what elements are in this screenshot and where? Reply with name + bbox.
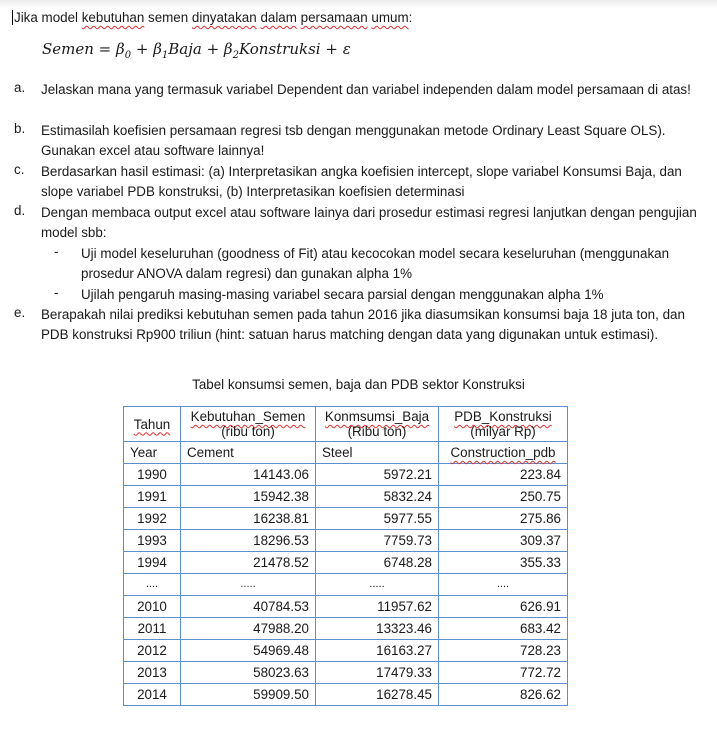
year-cell[interactable]: 1993 bbox=[124, 530, 181, 552]
equation-var-konstruksi: Konstruksi bbox=[238, 40, 321, 58]
table-header-row bbox=[124, 407, 568, 442]
equation-sub2: 2 bbox=[232, 50, 239, 61]
header-line1: Konmsumsi_Baja bbox=[324, 409, 430, 424]
equation-sub0: 0 bbox=[124, 50, 132, 61]
table-row bbox=[124, 596, 568, 618]
intro-text: kebutuhan bbox=[81, 10, 145, 25]
steel-cell[interactable]: 5832.24 bbox=[316, 486, 439, 508]
list-label: a. bbox=[14, 80, 26, 95]
equation-error-term: + ε bbox=[320, 40, 351, 58]
cement-cell[interactable]: 21478.52 bbox=[181, 552, 316, 574]
sub-bullet: - bbox=[54, 244, 59, 259]
year-cell[interactable]: 2010 bbox=[124, 596, 181, 618]
ellipsis-cell[interactable]: .... bbox=[124, 574, 181, 596]
table-row bbox=[124, 486, 568, 508]
steel-cell[interactable]: 17479.33 bbox=[316, 662, 439, 684]
varname-cell[interactable]: Steel bbox=[316, 442, 439, 464]
cement-cell[interactable]: 14143.06 bbox=[181, 464, 316, 486]
equation-beta0: β bbox=[116, 40, 125, 58]
intro-paragraph[interactable] bbox=[12, 10, 412, 25]
header-line2: (ribu ton) bbox=[221, 424, 275, 439]
pdb-cell[interactable]: 826.62 bbox=[439, 684, 568, 706]
cement-cell[interactable]: 40784.53 bbox=[181, 596, 316, 618]
list-label: c. bbox=[14, 162, 25, 177]
steel-cell[interactable]: 11957.62 bbox=[316, 596, 439, 618]
table-row bbox=[124, 618, 568, 640]
varname-text: Construction_pdb bbox=[450, 445, 556, 460]
equation-beta2: β bbox=[223, 40, 233, 58]
pdb-cell[interactable]: 626.91 bbox=[439, 596, 568, 618]
table-row bbox=[124, 508, 568, 530]
cement-cell[interactable]: 58023.63 bbox=[181, 662, 316, 684]
pdb-cell[interactable]: 355.33 bbox=[439, 552, 568, 574]
page-top-shadow bbox=[0, 0, 717, 8]
year-cell[interactable]: 1994 bbox=[124, 552, 181, 574]
cement-cell[interactable]: 16238.81 bbox=[181, 508, 316, 530]
steel-cell[interactable]: 7759.73 bbox=[316, 530, 439, 552]
table-row bbox=[124, 552, 568, 574]
steel-cell[interactable]: 5977.55 bbox=[316, 508, 439, 530]
data-table[interactable] bbox=[123, 406, 568, 706]
intro-text: persamaan bbox=[300, 10, 368, 25]
cement-cell[interactable]: 54969.48 bbox=[181, 640, 316, 662]
text-cursor bbox=[12, 10, 13, 25]
sub-bullet: - bbox=[54, 285, 59, 300]
year-cell[interactable]: 2012 bbox=[124, 640, 181, 662]
pdb-cell[interactable]: 683.42 bbox=[439, 618, 568, 640]
table-row bbox=[124, 640, 568, 662]
year-cell[interactable]: 1991 bbox=[124, 486, 181, 508]
question-text: Berapakah nilai prediksi kebutuhan semen pada tahun 2016 jika diasumsikan konsumsi baja 18 juta ton, dan PDB konstruksi Rp900 triliun (hint: satuan harus matching dengan data yang digunakan untuk estimasi). bbox=[41, 307, 685, 342]
header-cell-tahun[interactable] bbox=[124, 407, 181, 442]
steel-cell[interactable]: 6748.28 bbox=[316, 552, 439, 574]
header-line1: PDB_Konstruksi bbox=[454, 409, 552, 424]
table-row bbox=[124, 530, 568, 552]
steel-cell[interactable]: 5972.21 bbox=[316, 464, 439, 486]
intro-text: : bbox=[408, 10, 413, 25]
question-text: Berdasarkan hasil estimasi: (a) Interpretasikan angka koefisien intercept, slope variabel Konsumsi Baja, dan slope variabel PDB konstruksi, (b) Interpretasikan koefisien determinasi bbox=[41, 164, 682, 199]
ellipsis-cell[interactable]: ..... bbox=[181, 574, 316, 596]
list-label: b. bbox=[14, 121, 26, 136]
intro-text: semen bbox=[144, 10, 192, 25]
varname-row bbox=[124, 442, 568, 464]
pdb-cell[interactable]: 223.84 bbox=[439, 464, 568, 486]
table-caption: Tabel konsumsi semen, baja dan PDB sektor Konstruksi bbox=[192, 377, 525, 392]
equation-sub1: 1 bbox=[161, 50, 169, 61]
intro-text: dalam bbox=[260, 10, 297, 25]
equation-plus: + bbox=[131, 40, 154, 58]
ellipsis-row bbox=[124, 574, 568, 596]
pdb-cell[interactable]: 772.72 bbox=[439, 662, 568, 684]
equation-lhs: Semen = bbox=[42, 40, 117, 58]
varname-cell[interactable]: Cement bbox=[181, 442, 316, 464]
list-label: d. bbox=[14, 203, 26, 218]
ellipsis-cell[interactable]: .... bbox=[439, 574, 568, 596]
varname-cell[interactable]: Year bbox=[124, 442, 181, 464]
pdb-cell[interactable]: 275.86 bbox=[439, 508, 568, 530]
pdb-cell[interactable]: 728.23 bbox=[439, 640, 568, 662]
steel-cell[interactable]: 16163.27 bbox=[316, 640, 439, 662]
table-row bbox=[124, 684, 568, 706]
subitem-text: Uji model keseluruhan (goodness of Fit) atau kecocokan model secara keseluruhan (menggunakan prosedur ANOVA dalam regresi) dan gunakan alpha 1% bbox=[81, 246, 670, 281]
steel-cell[interactable]: 16278.45 bbox=[316, 684, 439, 706]
regression-equation[interactable] bbox=[42, 40, 351, 61]
header-line2: (milyar Rp) bbox=[470, 424, 536, 439]
question-text: Estimasilah koefisien persamaan regresi tsb dengan menggunakan metode Ordinary Least Square OLS). Gunakan excel atau software lainnya! bbox=[41, 123, 666, 158]
question-text: Jelaskan mana yang termasuk variabel Dependent dan variabel independen dalam model persamaan di atas! bbox=[41, 82, 691, 97]
table-row bbox=[124, 464, 568, 486]
year-cell[interactable]: 1990 bbox=[124, 464, 181, 486]
cement-cell[interactable]: 18296.53 bbox=[181, 530, 316, 552]
year-cell[interactable]: 2013 bbox=[124, 662, 181, 684]
subitem-text: Ujilah pengaruh masing-masing variabel secara parsial dengan menggunakan alpha 1% bbox=[81, 287, 604, 302]
year-cell[interactable]: 2011 bbox=[124, 618, 181, 640]
question-text: Dengan membaca output excel atau software lainya dari prosedur estimasi regresi lanjutkan dengan pengujian model sbb: bbox=[41, 205, 697, 240]
header-cell-semen[interactable] bbox=[181, 407, 316, 442]
year-cell[interactable]: 2014 bbox=[124, 684, 181, 706]
table-row bbox=[124, 662, 568, 684]
cement-cell[interactable]: 47988.20 bbox=[181, 618, 316, 640]
header-line1: Kebutuhan_Semen bbox=[190, 409, 306, 424]
list-label: e. bbox=[14, 305, 26, 320]
intro-text: umum bbox=[371, 10, 409, 25]
header-cell-baja[interactable] bbox=[316, 407, 439, 442]
equation-beta1: β bbox=[153, 40, 162, 58]
equation-var-baja: Baja bbox=[168, 40, 202, 58]
pdb-cell[interactable]: 309.37 bbox=[439, 530, 568, 552]
header-line2: (Ribu ton) bbox=[347, 424, 407, 439]
pdb-cell[interactable]: 250.75 bbox=[439, 486, 568, 508]
varname-cell[interactable] bbox=[439, 442, 568, 464]
header-line1: Tahun bbox=[133, 416, 171, 432]
intro-text: dinyatakan bbox=[191, 10, 257, 25]
header-cell-pdb[interactable] bbox=[439, 407, 568, 442]
steel-cell[interactable]: 13323.46 bbox=[316, 618, 439, 640]
cement-cell[interactable]: 59909.50 bbox=[181, 684, 316, 706]
intro-text: Jika model bbox=[14, 10, 82, 25]
year-cell[interactable]: 1992 bbox=[124, 508, 181, 530]
cement-cell[interactable]: 15942.38 bbox=[181, 486, 316, 508]
ellipsis-cell[interactable]: ..... bbox=[316, 574, 439, 596]
equation-plus: + bbox=[201, 40, 224, 58]
